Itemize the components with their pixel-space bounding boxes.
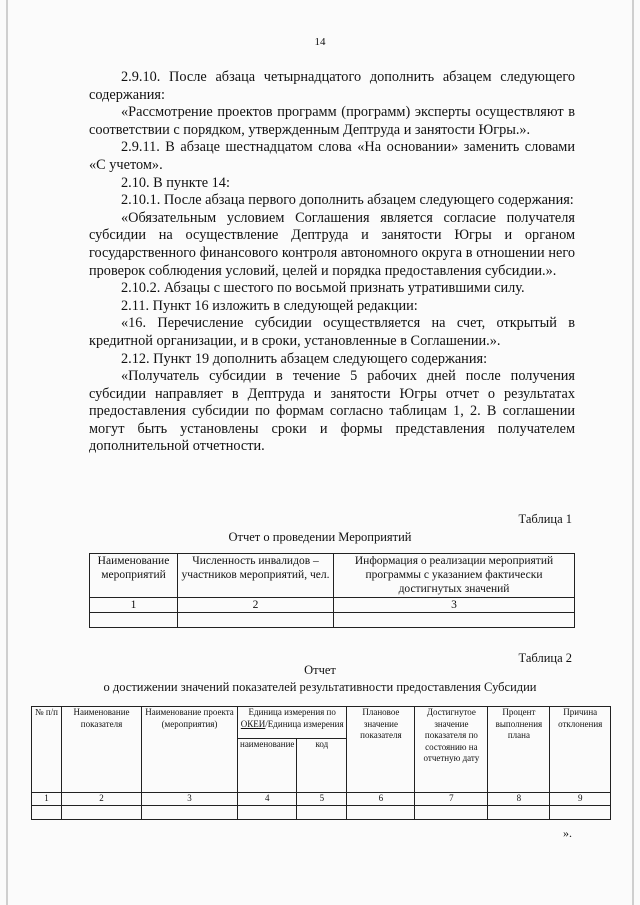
- page-number: 14: [314, 36, 326, 48]
- table2-label: Таблица 2: [518, 651, 572, 665]
- table2-header-cell: Наименование показателя: [62, 707, 142, 793]
- table2-number-cell: 9: [550, 793, 611, 806]
- table1-number-row: [90, 598, 575, 613]
- table1-empty-row: [90, 613, 575, 628]
- page-edge-right: [632, 0, 634, 905]
- paragraph: 2.10.1. После абзаца первого дополнить абзацем следующего содержания:: [121, 192, 574, 209]
- unit-header-suffix: /Единица измерения: [265, 718, 344, 729]
- table1-header-cell: Численность инвалидов – участников мероприятий, чел.: [178, 554, 334, 598]
- table2-header-cell: Плановое значение показателя: [347, 707, 415, 793]
- table2-header-row: [32, 707, 611, 739]
- table2-header-cell: Процент выполнения плана: [488, 707, 550, 793]
- paragraph: 2.9.10. После абзаца четырнадцатого дополнить абзацем следующего содержания:: [89, 69, 575, 103]
- table2-number-row: [32, 793, 611, 806]
- page-edge-left: [6, 0, 8, 905]
- table2-header-cell: Наименование проекта (мероприятия): [142, 707, 238, 793]
- paragraph: «16. Перечисление субсидии осуществляется на счет, открытый в кредитной организации, и в сроки, установленные в Соглашении.».: [89, 315, 575, 349]
- table2-number-cell: 2: [62, 793, 142, 806]
- unit-header-okei: ОКЕИ: [240, 718, 266, 729]
- paragraph: 2.12. Пункт 19 дополнить абзацем следующего содержания:: [121, 350, 488, 367]
- document-body: [89, 69, 575, 456]
- table2-header-cell: [238, 707, 347, 739]
- table1-number-cell: 3: [334, 598, 575, 613]
- table2-header-cell: № п/п: [32, 707, 62, 793]
- table2-number-cell: 5: [297, 793, 347, 806]
- table2-subtitle: о достижении значений показателей результативности предоставления Субсидии: [103, 680, 537, 694]
- table2-header-cell: наименование: [238, 739, 297, 793]
- table2-number-cell: 3: [142, 793, 238, 806]
- table1: [89, 553, 575, 628]
- table1-number-cell: 1: [90, 598, 178, 613]
- table2-number-cell: 6: [347, 793, 415, 806]
- table1-header-cell: Наименование мероприятий: [90, 554, 178, 598]
- paragraph: 2.10. В пункте 14:: [121, 174, 230, 191]
- paragraph: 2.11. Пункт 16 изложить в следующей редакции:: [121, 297, 418, 314]
- table2: [31, 706, 611, 820]
- table1-header-cell: Информация о реализации мероприятий программы с указанием фактически достигнутых значений: [334, 554, 575, 598]
- table2-empty-row: [32, 805, 611, 819]
- table1-header-row: [90, 554, 575, 598]
- table1-number-cell: 2: [178, 598, 334, 613]
- table2-number-cell: 8: [488, 793, 550, 806]
- paragraph: «Получатель субсидии в течение 5 рабочих дней после получения субсидии направляет в Дептруда и занятости Югры отчет о результатах предоставления субсидии по формам согласно таблицам 1, 2. В соглашении могут быть установлены сроки и формы представления получателем дополнительной отчетности.: [89, 368, 575, 455]
- table2-number-cell: 7: [415, 793, 488, 806]
- paragraph: 2.10.2. Абзацы с шестого по восьмой признать утратившими силу.: [121, 280, 525, 297]
- table2-number-cell: 4: [238, 793, 297, 806]
- quote-end-mark: ».: [563, 826, 572, 840]
- paragraph: 2.9.11. В абзаце шестнадцатом слова «На основании» заменить словами «С учетом».: [89, 139, 575, 173]
- table1-label: Таблица 1: [518, 512, 572, 526]
- paragraph: «Рассмотрение проектов программ (программ) эксперты осуществляют в соответствии с порядком, утвержденным Дептруда и занятости Югры.».: [89, 104, 575, 138]
- table2-header-cell: Причина отклонения: [550, 707, 611, 793]
- paragraph: «Обязательным условием Соглашения является согласие получателя субсидии на осуществление Дептруда и занятости Югры и органом государственного финансового контроля автономного округа в отношении него проверок соблюдения условий, целей и порядка предоставления субсидии.».: [89, 209, 575, 279]
- table2-header-cell: Достигнутое значение показателя по состоянию на отчетную дату: [415, 707, 488, 793]
- unit-header-prefix: Единица измерения по: [248, 707, 336, 717]
- table2-number-cell: 1: [32, 793, 62, 806]
- table2-header-cell: код: [297, 739, 347, 793]
- table1-title: Отчет о проведении Мероприятий: [228, 530, 412, 544]
- table2-title: Отчет: [304, 663, 336, 677]
